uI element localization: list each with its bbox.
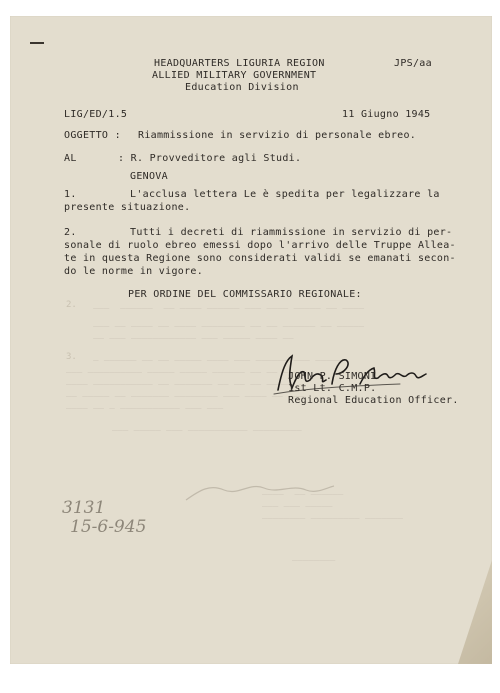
paragraph-1-line: presente situazione. <box>64 202 191 213</box>
paragraph-2-line: do le norme in vigore. <box>64 266 204 277</box>
bleed-through-text: ___ _____ ___ ___________ _________ <box>112 422 302 432</box>
subject-text: Riammissione in servizio di personale ebreo. <box>138 130 417 141</box>
paragraph-2-line: Tutti i decreti di riammissione in servizio di per- <box>130 227 453 238</box>
signer-name: JOHN P. SIMONI <box>288 371 377 382</box>
recipient-line1: : R. Provveditore agli Studi. <box>118 153 302 164</box>
bleed-through-text: __ _____ __ _______ ________ ___ ____ __ ___ <box>66 388 305 398</box>
paragraph-1-number: 1. <box>64 189 77 200</box>
letterhead-line2: ALLIED MILITARY GOVERNMENT <box>152 70 317 81</box>
reference-initials: JPS/aa <box>394 58 432 69</box>
file-number: LIG/ED/1.5 <box>64 109 128 120</box>
letter-date: 11 Giugno 1945 <box>342 109 431 120</box>
pencil-note-number: 3131 <box>62 498 106 518</box>
bleed-through-text: ________ _________ _______ <box>262 510 403 520</box>
paragraph-2-line: te in questa Regione sono considerati validi se emanati secon- <box>64 253 456 264</box>
order-line: PER ORDINE DEL COMMISSARIO REGIONALE: <box>128 289 362 300</box>
bleed-through-text: ____ __ ______ <box>262 486 344 496</box>
bleed-through-signature <box>180 470 340 510</box>
bleed-through-text: ____ ___________ __ _______ __ __ __ _____ _ <box>66 376 305 386</box>
paragraph-2-line: sonale di ruolo ebreo emessi dopo l'arrivo delle Truppe Allea- <box>64 240 456 251</box>
bleed-through-text: ____ __ _ ___________ ___ ___ <box>66 400 224 410</box>
subject-label: OGGETTO : <box>64 130 121 141</box>
paragraph-2-number: 2. <box>64 227 77 238</box>
letterhead-line3: Education Division <box>185 82 299 93</box>
bleed-through-text: 2. ___ ______ __ ____ ______ ___ ____ _____ __ ____ <box>66 300 365 310</box>
recipient-label: AL <box>64 153 77 164</box>
bleed-through-text: ___ __________ _____ _____ ______ __ __ ___ <box>66 364 299 374</box>
bleed-through-text: 3. _ ______ __ __ _____ ____ ___ ______ ___ _____ <box>66 352 343 362</box>
signer-rank: 1st Lt. C.M.P. <box>288 383 377 394</box>
bleed-through-text: ___ __ ____ __ ____ ________ __ __ ______ __ _____ <box>66 318 365 328</box>
recipient-city: GENOVA <box>130 171 168 182</box>
paragraph-1-line: L'acclusa lettera Le è spedita per legalizzare la <box>130 189 440 200</box>
bleed-through-text: __ ___ ____________ ___ _____ ____ __ <box>66 330 294 340</box>
bleed-through-text: ___ ___ _____ <box>262 498 333 508</box>
margin-mark <box>30 42 44 44</box>
signer-title: Regional Education Officer. <box>288 395 459 406</box>
letterhead-line1: HEADQUARTERS LIGURIA REGION <box>154 58 325 69</box>
bleed-through-text: ________ <box>292 552 336 562</box>
pencil-note-date: 15-6-945 <box>70 517 147 537</box>
